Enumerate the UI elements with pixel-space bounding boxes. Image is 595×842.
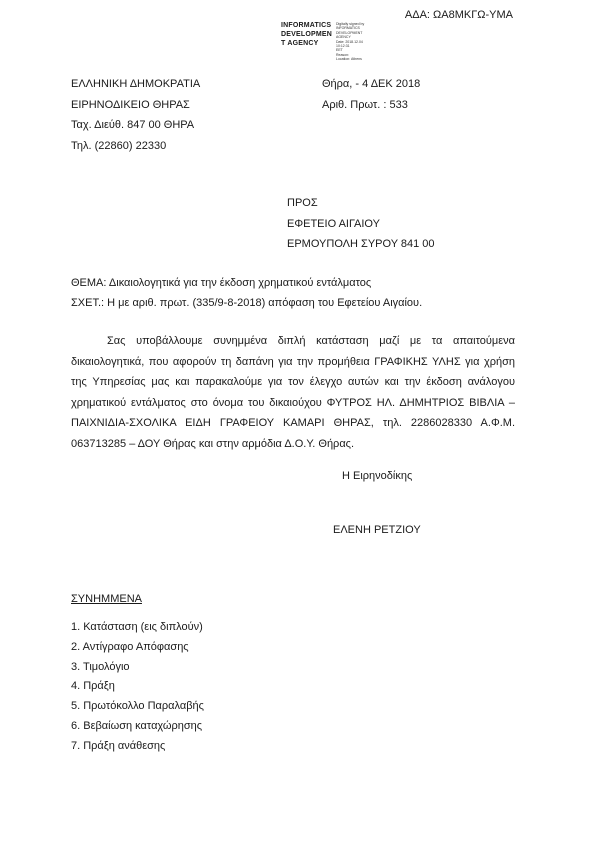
attachment-item: 1. Κατάσταση (εις διπλούν) — [71, 621, 203, 633]
sender-header — [71, 74, 200, 156]
signatory-title: Η Ειρηνοδίκης — [342, 470, 413, 482]
attachments-list — [71, 618, 204, 757]
subject-reference: ΣΧΕΤ.: Η με αριθ. πρωτ. (335/9-8-2018) απόφαση του Εφετείου Αιγαίου. — [71, 297, 423, 309]
protocol-number: Αριθ. Πρωτ. : 533 — [322, 98, 408, 111]
stamp-line: DEVELOPMEN — [281, 31, 333, 38]
recipient-to-label: ΠΡΟΣ — [287, 197, 318, 209]
letter-body-text: Σας υποβάλλουμε συνημμένα διπλή κατάσταση μαζί με τα απαιτούμενα δικαιολογητικά, που αφορούν τη δαπάνη για την προμήθεια ΓΡΑΦΙΚΗΣ ΥΛΗΣ για χρήση της Υπηρεσίας μας και παρακαλούμε για τον έλεγχο αυτών και την έκδοση ανάλογου χρηματικού εντάλματος στο όνομα του δικαιούχου ΦΥΤΡΟΣ ΗΛ. ΔΗΜΗΤΡΙΟΣ ΒΙΒΛΙΑ – ΠΑΙΧΝΙΔΙΑ-ΣΧΟΛΙΚΑ ΕΙΔΗ ΓΡΑΦΕΙΟΥ ΚΑΜΑΡΙ ΘΗΡΑΣ, τηλ. 2286028330 Α.Φ.Μ. 063713285 – ΔΟΥ Θήρας και στην αρμόδια Δ.Ο.Υ. Θήρας. — [71, 335, 515, 450]
stamp-fine-line: Date: 2018.12.04 10:12:31 — [336, 39, 363, 49]
recipient-name: ΕΦΕΤΕΙΟ ΑΙΓΑΙΟΥ — [287, 217, 380, 230]
attachment-item: 4. Πράξη — [71, 680, 115, 693]
stamp-fine-print — [336, 22, 376, 62]
attachment-item: 3. Τιμολόγιο — [71, 660, 130, 673]
stamp-fine-line: DEVELOPMENT AGENCY — [336, 30, 363, 40]
country-name: ΕΛΛΗΝΙΚΗ ΔΗΜΟΚΡΑΤΙΑ — [71, 78, 201, 90]
stamp-organization — [281, 21, 333, 48]
stamp-fine-line: Location: Athens — [336, 57, 362, 62]
subject-theme: ΘΕΜΑ: Δικαιολογητικά για την έκδοση χρηματικού εντάλματος — [71, 277, 372, 289]
subject-block — [71, 273, 422, 313]
recipient-block — [287, 193, 435, 255]
phone-number: Τηλ. (22860) 22330 — [71, 139, 167, 152]
document-date: Θήρα, - 4 ΔΕΚ 2018 — [322, 78, 421, 90]
recipient-address: ΕΡΜΟΥΠΟΛΗ ΣΥΡΟΥ 841 00 — [287, 238, 435, 250]
ada-code: ΑΔΑ: ΩΑ8ΜΚΓΩ-ΥΜΑ — [404, 9, 513, 21]
attachment-item: 7. Πράξη ανάθεσης — [71, 739, 166, 752]
attachment-item: 2. Αντίγραφο Απόφασης — [71, 640, 189, 653]
stamp-fine-line: Reason: — [336, 52, 350, 57]
attachment-item: 6. Βεβαίωση καταχώρησης — [71, 719, 203, 732]
postal-address: Ταχ. Διεύθ. 847 00 ΘΗΡΑ — [71, 119, 195, 131]
document-info — [322, 74, 420, 115]
court-name: ΕΙΡΗΝΟΔΙΚΕΙΟ ΘΗΡΑΣ — [71, 98, 190, 111]
attachment-item: 5. Πρωτόκολλο Παραλαβής — [71, 700, 204, 713]
letter-body — [71, 331, 515, 454]
stamp-line: INFORMATICS — [281, 22, 332, 29]
stamp-fine-line: Digitally signed by — [336, 22, 365, 26]
stamp-fine-line: EET — [336, 48, 343, 53]
attachments-title: ΣΥΝΗΜΜΕΝΑ — [71, 593, 142, 605]
stamp-fine-line: INFORMATICS — [336, 26, 360, 31]
stamp-line: T AGENCY — [281, 40, 319, 47]
digital-signature-stamp — [281, 21, 376, 62]
signatory-name: ΕΛΕΝΗ ΡΕΤΖΙΟΥ — [333, 524, 421, 536]
